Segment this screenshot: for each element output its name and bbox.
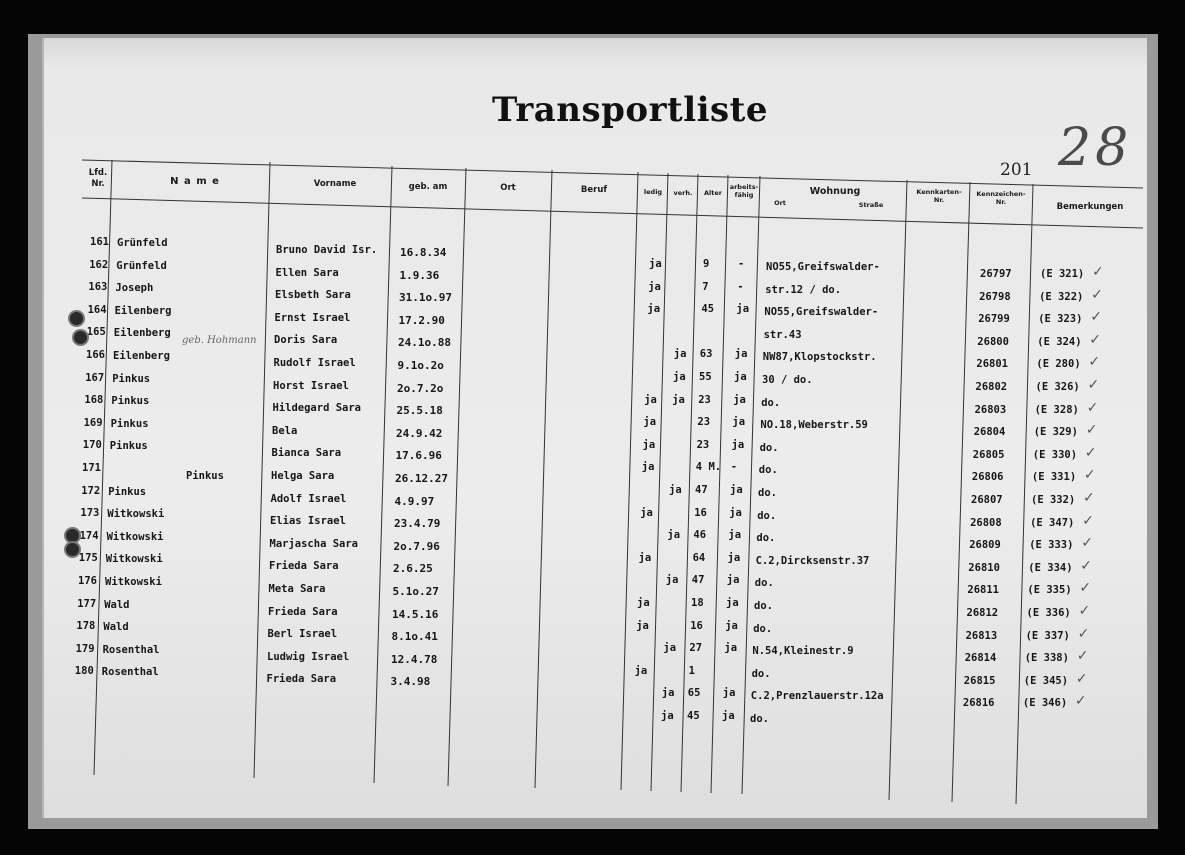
row-firstname: Meta Sara bbox=[268, 583, 326, 595]
cell-bemerkung: (E 322) bbox=[1039, 290, 1084, 303]
row-birthdate: 4.9.97 bbox=[394, 494, 435, 508]
cell-bemerkung: (E 346) bbox=[1022, 697, 1068, 710]
cell-alter: 63 bbox=[699, 348, 713, 361]
row-birthdate: 2.6.25 bbox=[393, 562, 433, 576]
row-surname: Wald bbox=[104, 598, 130, 611]
header-kennzeichen-nr: Kennzeichen- Nr. bbox=[976, 190, 1026, 207]
cell-arbeitsfaehig: ja bbox=[731, 438, 745, 451]
row-number: 168 bbox=[84, 394, 104, 407]
cell-kennzeichen: 26807 bbox=[971, 494, 1003, 506]
punch-hole bbox=[66, 529, 79, 542]
cell-arbeitsfaehig: ja bbox=[729, 506, 742, 519]
cell-wohnung: do. bbox=[758, 464, 778, 477]
cell-arbeitsfaehig: ja bbox=[724, 642, 738, 655]
cell-arbeitsfaehig: ja bbox=[722, 710, 735, 722]
cell-kennzeichen: 26813 bbox=[965, 629, 998, 642]
cell-bemerkung: (E 329) bbox=[1033, 426, 1078, 439]
cell-wohnung: do. bbox=[761, 396, 781, 409]
row-birthdate: 3.4.98 bbox=[390, 675, 431, 689]
cell-kennzeichen: 26809 bbox=[969, 539, 1001, 552]
document-title: Transportliste bbox=[492, 90, 769, 130]
cell-bemerkung: (E 330) bbox=[1032, 448, 1078, 461]
cell-alter: 23 bbox=[697, 416, 711, 429]
cell-wohnung: do. bbox=[750, 713, 769, 725]
check-mark: ✓ bbox=[1091, 286, 1103, 303]
cell-arbeitsfaehig: ja bbox=[725, 619, 738, 632]
check-mark: ✓ bbox=[1083, 467, 1096, 484]
cell-kennzeichen: 26800 bbox=[977, 335, 1009, 348]
cell-arbeitsfaehig: ja bbox=[722, 687, 736, 700]
cell-ledig: ja bbox=[642, 438, 656, 451]
row-number: 173 bbox=[80, 507, 100, 520]
check-mark: ✓ bbox=[1078, 603, 1091, 619]
row-firstname: Marjascha Sara bbox=[269, 537, 359, 550]
cell-bemerkung: (E 323) bbox=[1038, 313, 1083, 326]
cell-alter: 23 bbox=[698, 393, 711, 406]
cell-ledig: ja bbox=[640, 506, 653, 519]
row-number: 165 bbox=[86, 326, 106, 339]
cell-verh: ja bbox=[661, 710, 674, 722]
row-number: 178 bbox=[76, 620, 96, 633]
cell-wohnung: str.43 bbox=[763, 328, 802, 341]
cell-wohnung: NW87,Klopstockstr. bbox=[762, 351, 877, 364]
row-surname: Pinkus bbox=[110, 417, 149, 430]
row-number: 166 bbox=[86, 349, 105, 361]
cell-verh: ja bbox=[663, 642, 677, 655]
cell-verh: ja bbox=[665, 574, 679, 587]
row-birthdate: 2o.7.96 bbox=[393, 539, 440, 553]
cell-alter: 47 bbox=[695, 484, 708, 496]
cell-arbeitsfaehig: ja bbox=[730, 484, 743, 496]
cell-bemerkung: (E 321) bbox=[1040, 268, 1085, 280]
cell-verh: ja bbox=[672, 393, 685, 406]
check-mark: ✓ bbox=[1076, 648, 1089, 665]
cell-ledig: ja bbox=[644, 393, 657, 406]
cell-ledig: ja bbox=[648, 280, 661, 293]
row-number: 167 bbox=[85, 371, 105, 384]
row-surname: Joseph bbox=[115, 282, 154, 295]
row-surname: Grünfeld bbox=[116, 259, 167, 272]
row-number: 179 bbox=[75, 642, 95, 655]
row-number: 170 bbox=[82, 439, 102, 452]
cell-ledig: ja bbox=[649, 258, 662, 270]
cell-wohnung: N.54,Kleinestr.9 bbox=[752, 645, 854, 658]
cell-wohnung: do. bbox=[753, 622, 773, 635]
row-number: 164 bbox=[87, 303, 107, 316]
cell-wohnung: NO.18,Weberstr.59 bbox=[760, 419, 868, 432]
cell-bemerkung: (E 333) bbox=[1029, 539, 1074, 552]
cell-alter: 47 bbox=[691, 574, 705, 587]
header-wohnung: Wohnung bbox=[809, 186, 861, 197]
cell-ledig: ja bbox=[647, 303, 661, 316]
handwritten-maiden-name: geb. Hohmann bbox=[182, 335, 257, 346]
cell-ledig: ja bbox=[637, 597, 650, 609]
check-mark: ✓ bbox=[1074, 693, 1087, 710]
cell-bemerkung: (E 337) bbox=[1025, 629, 1070, 642]
cell-alter: 45 bbox=[687, 710, 700, 722]
row-surname: Pinkus bbox=[109, 440, 148, 453]
cell-arbeitsfaehig: ja bbox=[733, 393, 746, 406]
check-mark: ✓ bbox=[1077, 625, 1090, 642]
cell-kennzeichen: 26805 bbox=[972, 448, 1005, 461]
check-mark: ✓ bbox=[1075, 670, 1088, 687]
check-mark: ✓ bbox=[1084, 444, 1097, 461]
row-number: 163 bbox=[88, 281, 108, 294]
header-ort: Ort bbox=[500, 183, 516, 193]
row-surname: Witkowski bbox=[105, 553, 163, 566]
row-surname: Wald bbox=[103, 621, 129, 634]
cell-kennzeichen: 26815 bbox=[963, 674, 996, 687]
page-number: 201 bbox=[1000, 160, 1033, 180]
row-surname: Pinkus bbox=[111, 395, 150, 408]
cell-arbeitsfaehig: ja bbox=[732, 416, 746, 429]
cell-kennzeichen: 26802 bbox=[975, 381, 1008, 393]
row-birthdate: 8.1o.41 bbox=[391, 630, 438, 644]
cell-wohnung: NO55,Greifswalder- bbox=[766, 261, 880, 273]
cell-bemerkung: (E 324) bbox=[1037, 335, 1082, 348]
row-firstname: Frieda Sara bbox=[266, 673, 337, 686]
cell-arbeitsfaehig: - bbox=[738, 258, 745, 270]
row-birthdate: 9.1o.2o bbox=[397, 359, 444, 372]
cell-bemerkung: (E 334) bbox=[1028, 561, 1073, 574]
row-firstname: Elias Israel bbox=[270, 515, 346, 528]
row-number: 169 bbox=[83, 416, 103, 429]
cell-kennzeichen: 26810 bbox=[968, 561, 1000, 574]
row-surname: Eilenberg bbox=[113, 327, 171, 340]
row-firstname: Helga Sara bbox=[271, 470, 335, 482]
check-mark: ✓ bbox=[1086, 399, 1099, 416]
check-mark: ✓ bbox=[1092, 264, 1104, 280]
header-lfd-nr: Lfd. Nr. bbox=[88, 168, 108, 189]
row-surname: Grünfeld bbox=[117, 237, 168, 249]
cell-bemerkung: (E 280) bbox=[1036, 358, 1081, 371]
check-mark: ✓ bbox=[1090, 309, 1102, 326]
header-geb-am: geb. am bbox=[408, 182, 448, 192]
row-firstname: Berl Israel bbox=[267, 628, 338, 641]
cell-wohnung: do. bbox=[754, 577, 774, 590]
cell-alter: 9 bbox=[703, 258, 710, 270]
cell-verh: ja bbox=[673, 371, 686, 383]
cell-alter: 4 M. bbox=[695, 461, 722, 474]
cell-alter: 55 bbox=[699, 371, 712, 383]
row-surname: Rosenthal bbox=[101, 666, 159, 679]
cell-alter: 27 bbox=[689, 642, 703, 655]
header-name: N a m e bbox=[170, 176, 220, 187]
cell-kennzeichen: 26816 bbox=[962, 697, 995, 710]
cell-arbeitsfaehig: ja bbox=[726, 574, 740, 587]
cell-alter: 64 bbox=[692, 551, 706, 564]
row-number: 180 bbox=[74, 665, 94, 678]
row-birthdate: 16.8.34 bbox=[400, 246, 447, 259]
header-verh: verh. bbox=[673, 189, 693, 197]
row-birthdate: 17.6.96 bbox=[395, 449, 442, 463]
punch-hole bbox=[74, 331, 87, 344]
cell-wohnung: do. bbox=[751, 667, 771, 680]
header-bemerkungen: Bemerkungen bbox=[1056, 202, 1124, 212]
check-mark: ✓ bbox=[1087, 377, 1100, 393]
cell-wohnung: 30 / do. bbox=[762, 374, 813, 386]
row-surname: Eilenberg bbox=[113, 350, 170, 362]
cell-wohnung: do. bbox=[758, 487, 777, 499]
cell-wohnung: C.2,Dircksenstr.37 bbox=[755, 554, 870, 567]
check-mark: ✓ bbox=[1081, 535, 1093, 552]
row-number: 176 bbox=[78, 575, 97, 587]
row-birthdate: 17.2.90 bbox=[398, 313, 445, 327]
row-firstname: Ellen Sara bbox=[275, 266, 339, 279]
row-birthdate: 25.5.18 bbox=[396, 404, 443, 418]
row-firstname: Ernst Israel bbox=[274, 311, 351, 324]
check-mark: ✓ bbox=[1089, 331, 1102, 348]
cell-bemerkung: (E 328) bbox=[1034, 403, 1079, 416]
cell-verh: ja bbox=[661, 687, 675, 700]
cell-wohnung: NO55,Greifswalder- bbox=[764, 306, 879, 319]
cell-arbeitsfaehig: ja bbox=[727, 551, 741, 564]
row-surname: Pinkus bbox=[108, 485, 147, 498]
row-firstname: Rudolf Israel bbox=[273, 357, 356, 369]
cell-kennzeichen: 26814 bbox=[964, 652, 997, 665]
row-firstname: Horst Israel bbox=[273, 379, 349, 392]
cell-alter: 65 bbox=[687, 687, 701, 700]
row-birthdate: 2o.7.2o bbox=[397, 381, 444, 395]
row-firstname: Bela bbox=[272, 424, 298, 437]
cell-arbeitsfaehig: - bbox=[730, 461, 738, 474]
cell-kennzeichen: 26797 bbox=[980, 268, 1012, 280]
header-wohnung-strasse: Straße bbox=[858, 201, 884, 209]
cell-kennzeichen: 26808 bbox=[970, 516, 1002, 529]
cell-alter: 16 bbox=[690, 619, 703, 632]
cell-ledig: ja bbox=[636, 619, 649, 632]
row-171-name: Pinkus bbox=[186, 470, 224, 482]
cell-kennzeichen: 26811 bbox=[967, 584, 999, 597]
row-birthdate: 5.1o.27 bbox=[392, 585, 439, 598]
row-firstname: Hildegard Sara bbox=[272, 402, 362, 415]
cell-ledig: ja bbox=[643, 416, 657, 429]
cell-kennzeichen: 26806 bbox=[971, 471, 1004, 484]
cell-ledig: ja bbox=[634, 664, 648, 677]
cell-kennzeichen: 26798 bbox=[979, 290, 1011, 303]
row-birthdate: 1.9.36 bbox=[399, 268, 440, 282]
check-mark: ✓ bbox=[1088, 354, 1101, 371]
cell-alter: 45 bbox=[701, 303, 715, 316]
row-firstname: Bianca Sara bbox=[271, 447, 342, 460]
row-number: 171 bbox=[82, 462, 101, 474]
cell-kennzeichen: 26804 bbox=[973, 426, 1006, 439]
row-surname: Witkowski bbox=[106, 530, 164, 543]
row-firstname: Elsbeth Sara bbox=[275, 289, 351, 302]
handwritten-number: 28 bbox=[1058, 118, 1133, 178]
cell-verh: ja bbox=[667, 529, 681, 542]
cell-bemerkung: (E 332) bbox=[1031, 494, 1076, 506]
check-mark: ✓ bbox=[1083, 490, 1095, 506]
header-beruf: Beruf bbox=[580, 185, 608, 195]
header-wohnung-ort: Ort bbox=[774, 199, 786, 207]
header-kennkarten-nr: Kennkarten- Nr. bbox=[916, 188, 962, 205]
cell-ledig: ja bbox=[641, 461, 655, 474]
row-firstname: Ludwig Israel bbox=[267, 650, 350, 663]
row-number: 162 bbox=[89, 258, 109, 271]
row-birthdate: 24.9.42 bbox=[396, 426, 443, 440]
cell-arbeitsfaehig: ja bbox=[728, 529, 742, 542]
row-birthdate: 12.4.78 bbox=[391, 652, 438, 666]
cell-arbeitsfaehig: ja bbox=[726, 597, 739, 609]
row-number: 172 bbox=[81, 484, 101, 497]
row-surname: Witkowski bbox=[105, 576, 162, 588]
row-surname: Eilenberg bbox=[114, 304, 172, 317]
row-surname: Witkowski bbox=[107, 508, 165, 521]
cell-wohnung: do. bbox=[759, 441, 779, 454]
row-birthdate: 14.5.16 bbox=[392, 607, 439, 621]
row-surname: Pinkus bbox=[112, 372, 151, 385]
row-firstname: Frieda Sara bbox=[268, 605, 338, 618]
row-firstname: Frieda Sara bbox=[269, 560, 339, 573]
cell-alter: 7 bbox=[702, 280, 709, 293]
cell-wohnung: str.12 / do. bbox=[765, 283, 842, 296]
cell-wohnung: C.2,Prenzlauerstr.12a bbox=[750, 690, 884, 703]
cell-bemerkung: (E 347) bbox=[1030, 516, 1075, 529]
punch-hole bbox=[66, 543, 79, 556]
cell-wohnung: do. bbox=[756, 532, 776, 545]
row-firstname: Doris Sara bbox=[274, 334, 338, 347]
row-birthdate: 23.4.79 bbox=[394, 517, 441, 531]
row-birthdate: 26.12.27 bbox=[395, 472, 448, 485]
cell-kennzeichen: 26803 bbox=[974, 403, 1007, 416]
cell-bemerkung: (E 326) bbox=[1035, 381, 1080, 393]
header-ledig: ledig bbox=[643, 188, 663, 196]
row-surname: Rosenthal bbox=[102, 643, 160, 656]
cell-alter: 18 bbox=[691, 597, 704, 609]
row-number: 161 bbox=[90, 236, 109, 248]
cell-ledig: ja bbox=[638, 551, 652, 564]
cell-kennzeichen: 26799 bbox=[978, 313, 1010, 326]
row-number: 175 bbox=[78, 552, 98, 565]
cell-bemerkung: (E 338) bbox=[1024, 652, 1069, 665]
cell-wohnung: do. bbox=[757, 509, 777, 522]
header-arbeitsfaehig: arbeits- fähig bbox=[729, 183, 759, 200]
row-firstname: Adolf Israel bbox=[270, 492, 347, 505]
cell-arbeitsfaehig: ja bbox=[734, 348, 748, 361]
cell-alter: 46 bbox=[693, 529, 707, 542]
cell-arbeitsfaehig: ja bbox=[734, 371, 747, 383]
check-mark: ✓ bbox=[1079, 580, 1092, 597]
header-alter: Alter bbox=[704, 189, 722, 197]
row-birthdate: 24.1o.88 bbox=[398, 336, 451, 350]
punch-hole bbox=[70, 312, 83, 325]
cell-bemerkung: (E 345) bbox=[1023, 674, 1069, 687]
row-number: 177 bbox=[77, 597, 97, 610]
row-birthdate: 31.1o.97 bbox=[399, 291, 452, 305]
cell-kennzeichen: 26801 bbox=[976, 358, 1008, 371]
cell-verh: ja bbox=[673, 348, 687, 361]
cell-bemerkung: (E 336) bbox=[1026, 607, 1071, 619]
cell-arbeitsfaehig: ja bbox=[736, 303, 750, 316]
header-vorname: Vorname bbox=[313, 179, 357, 189]
cell-kennzeichen: 26812 bbox=[966, 607, 999, 619]
cell-verh: ja bbox=[669, 484, 682, 496]
cell-alter: 1 bbox=[688, 664, 695, 677]
cell-bemerkung: (E 335) bbox=[1027, 584, 1072, 597]
row-firstname: Bruno David Isr. bbox=[276, 244, 378, 256]
check-mark: ✓ bbox=[1085, 422, 1098, 439]
check-mark: ✓ bbox=[1080, 557, 1093, 574]
cell-alter: 16 bbox=[694, 506, 707, 519]
check-mark: ✓ bbox=[1082, 512, 1094, 529]
cell-alter: 23 bbox=[696, 438, 710, 451]
cell-arbeitsfaehig: - bbox=[737, 280, 744, 293]
cell-wohnung: do. bbox=[754, 600, 773, 612]
cell-bemerkung: (E 331) bbox=[1031, 471, 1077, 484]
row-number: 174 bbox=[79, 529, 99, 542]
